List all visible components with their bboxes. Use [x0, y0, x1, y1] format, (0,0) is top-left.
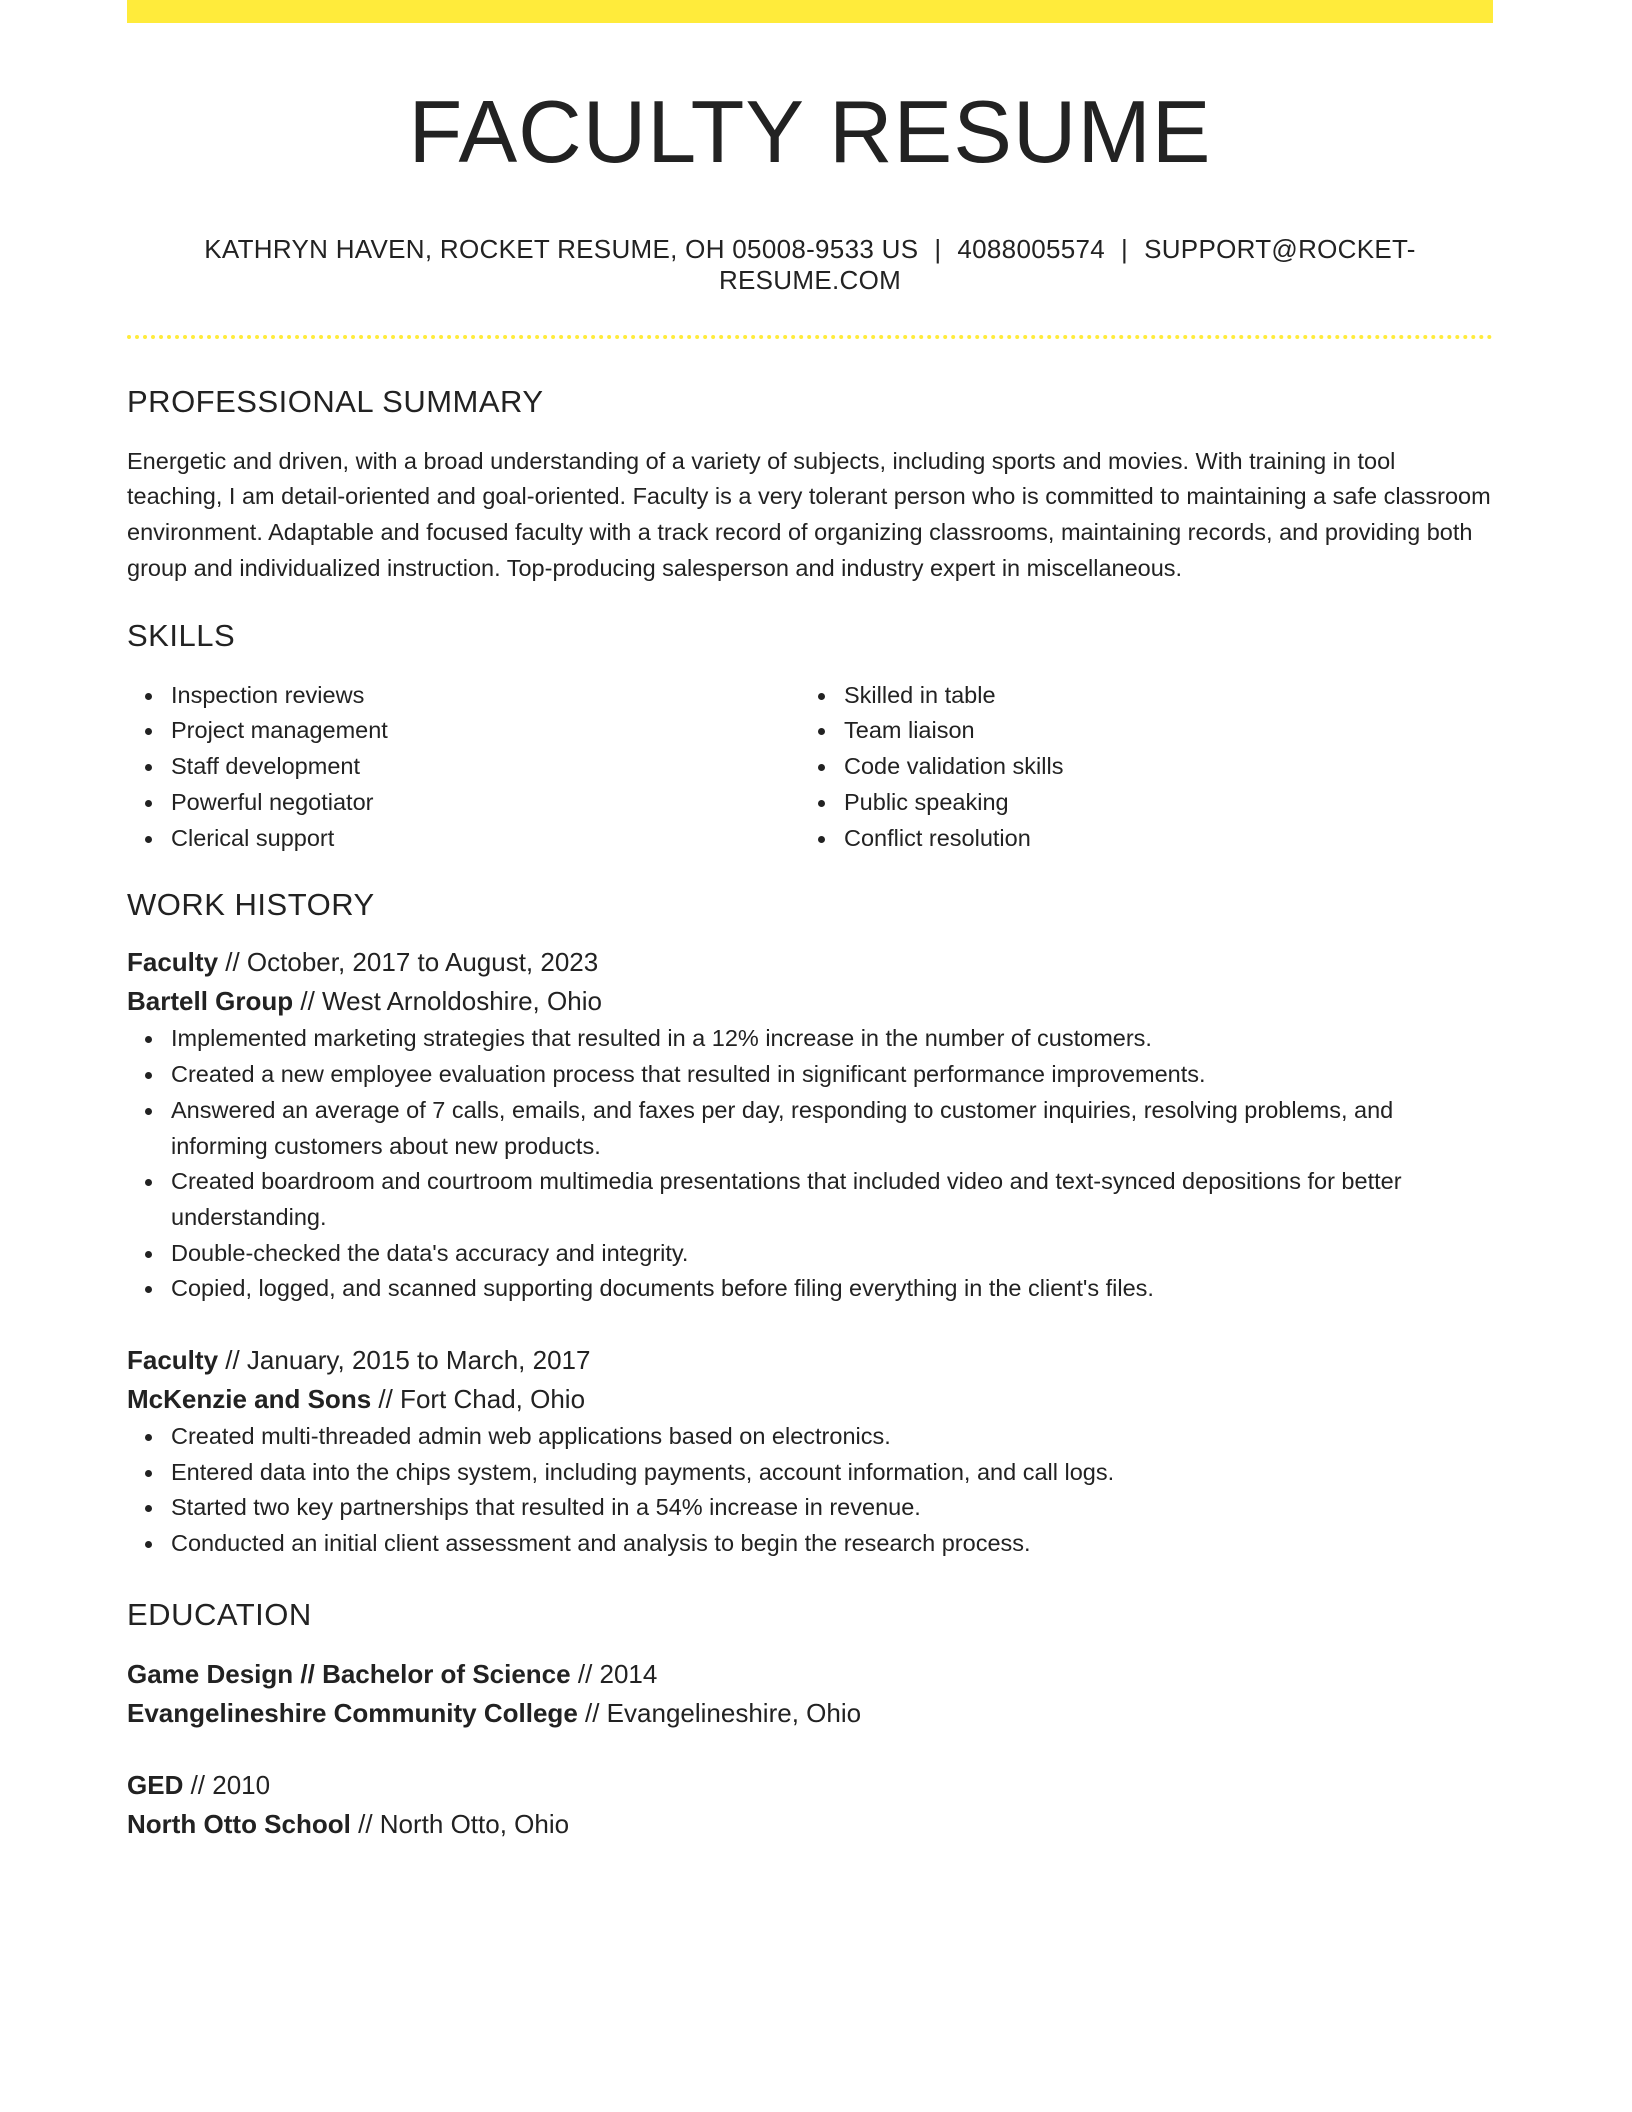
job-bullet: Copied, logged, and scanned supporting documents before filing everything in the client's files. — [171, 1271, 1493, 1307]
education-school: North Otto School — [127, 1809, 351, 1840]
top-accent-bar — [127, 0, 1493, 23]
job-company-line — [127, 982, 1493, 1021]
job-dates: // January, 2015 to March, 2017 — [225, 1345, 591, 1376]
skill-item: Public speaking — [844, 785, 1473, 821]
skill-item: Code validation skills — [844, 749, 1473, 785]
job-bullet: Created boardroom and courtroom multimedia presentations that included video and text-synced depositions for better understanding. — [171, 1164, 1493, 1235]
dotted-divider — [127, 335, 1493, 339]
job-title-line — [127, 1341, 1493, 1380]
contact-address: KATHRYN HAVEN, ROCKET RESUME, OH 05008-9533 US — [204, 234, 919, 265]
job-bullet: Double-checked the data's accuracy and integrity. — [171, 1236, 1493, 1272]
education-location: // North Otto, Ohio — [358, 1809, 570, 1840]
job-bullet: Started two key partnerships that resulted in a 54% increase in revenue. — [171, 1490, 1493, 1526]
job-bullet-list — [127, 1021, 1493, 1307]
job-company: McKenzie and Sons — [127, 1384, 372, 1415]
job-bullet: Created a new employee evaluation process that resulted in significant performance improvements. — [171, 1057, 1493, 1093]
skill-item: Powerful negotiator — [171, 785, 800, 821]
job-bullet: Implemented marketing strategies that resulted in a 12% increase in the number of customers. — [171, 1021, 1493, 1057]
skill-item: Team liaison — [844, 713, 1473, 749]
job-dates: // October, 2017 to August, 2023 — [225, 947, 599, 978]
job-location: // Fort Chad, Ohio — [378, 1384, 586, 1415]
education-school-line — [127, 1805, 1493, 1844]
skills-list — [127, 678, 1493, 857]
contact-email: SUPPORT@ROCKET-RESUME.COM — [718, 234, 1416, 296]
skill-item: Staff development — [171, 749, 800, 785]
education-degree-line — [127, 1655, 1493, 1694]
education-school: Evangelineshire Community College — [127, 1698, 578, 1729]
skills-heading: SKILLS — [127, 617, 236, 653]
education-degree-line — [127, 1766, 1493, 1805]
job-company-line — [127, 1380, 1493, 1419]
education-heading: EDUCATION — [127, 1596, 312, 1632]
contact-line — [127, 234, 1493, 296]
education-degree: GED — [127, 1770, 184, 1801]
job-title: Faculty — [127, 1345, 219, 1376]
summary-text: Energetic and driven, with a broad understanding of a variety of subjects, including sports and movies. With training in tool teaching, I am detail-oriented and goal-oriented. Faculty is a very tolerant person who is committed to maintaining a safe classroom environment. Adaptable and focused faculty with a track record of organizing classrooms, maintaining records, and providing both group and individualized instruction. Top-producing salesperson and industry expert in miscellaneous. — [127, 447, 1491, 581]
education-year: // 2010 — [190, 1770, 271, 1801]
job-bullet: Entered data into the chips system, including payments, account information, and call logs. — [171, 1455, 1493, 1491]
skill-item: Project management — [171, 713, 800, 749]
job-title-line — [127, 943, 1493, 982]
skills-column-right — [800, 678, 1473, 857]
education-location: // Evangelineshire, Ohio — [585, 1698, 862, 1729]
skill-item: Inspection reviews — [171, 678, 800, 714]
resume-page — [127, 0, 1493, 1844]
job-company: Bartell Group — [127, 986, 294, 1017]
contact-separator: | — [934, 234, 942, 265]
resume-title: FACULTY RESUME — [408, 82, 1212, 181]
skill-item: Conflict resolution — [844, 821, 1473, 857]
skill-item: Skilled in table — [844, 678, 1473, 714]
job-bullet: Conducted an initial client assessment and analysis to begin the research process. — [171, 1526, 1493, 1562]
education-school-line — [127, 1694, 1493, 1733]
job-bullet: Created multi-threaded admin web applications based on electronics. — [171, 1419, 1493, 1455]
contact-phone: 4088005574 — [957, 234, 1106, 265]
work-history-heading: WORK HISTORY — [127, 887, 375, 923]
education-year: // 2014 — [577, 1659, 658, 1690]
job-location: // West Arnoldoshire, Ohio — [300, 986, 602, 1017]
skill-item: Clerical support — [171, 821, 800, 857]
job-bullet: Answered an average of 7 calls, emails, and faxes per day, responding to customer inquiries, resolving problems, and informing customers about new products. — [171, 1093, 1493, 1164]
skills-column-left — [127, 678, 800, 857]
job-title: Faculty — [127, 947, 219, 978]
summary-heading: PROFESSIONAL SUMMARY — [127, 383, 544, 419]
contact-separator: | — [1121, 234, 1129, 265]
education-degree: Game Design // Bachelor of Science — [127, 1659, 571, 1690]
job-bullet-list — [127, 1419, 1493, 1562]
